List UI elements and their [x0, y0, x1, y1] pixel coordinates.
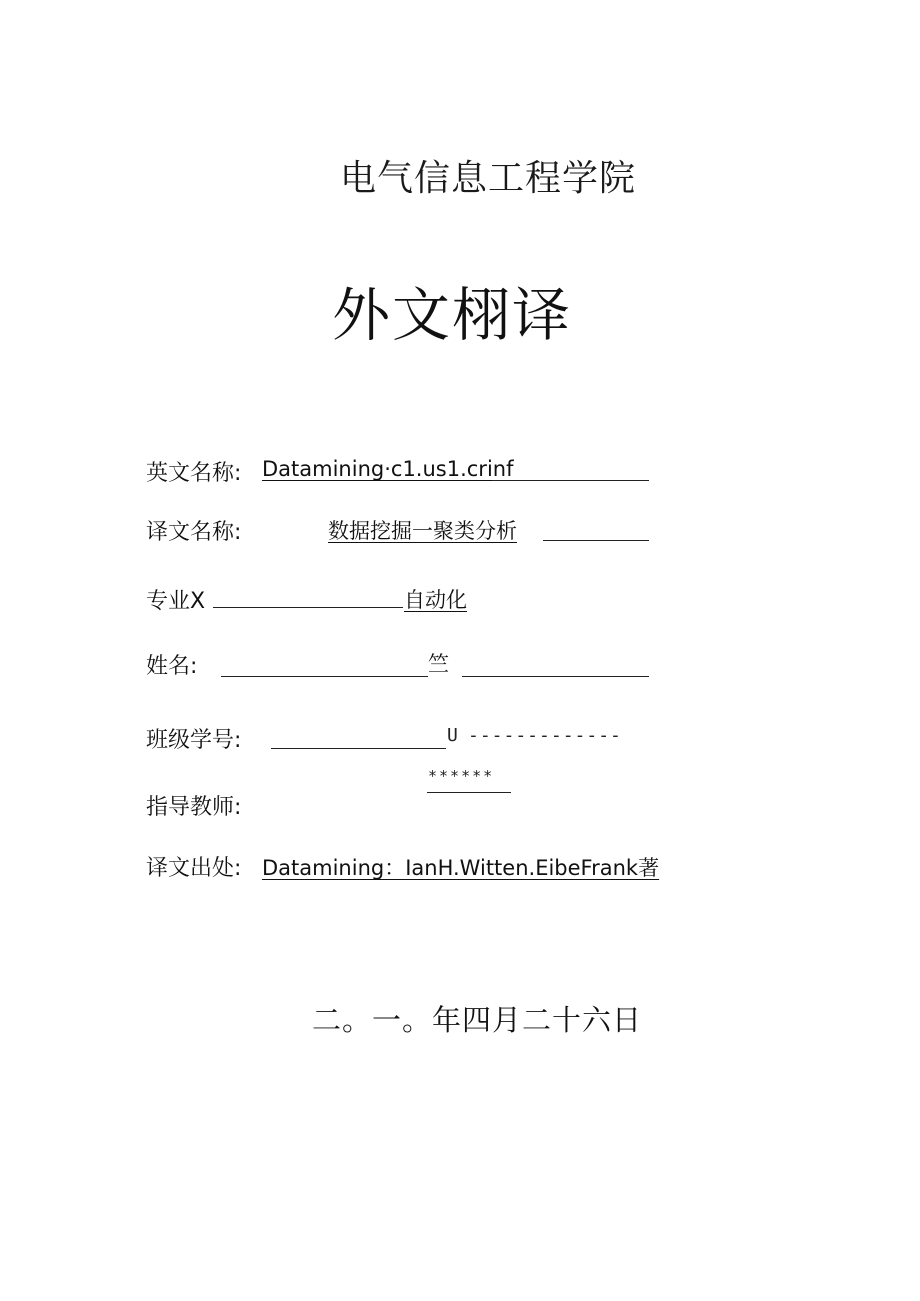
class-id-label: 班级学号:: [146, 728, 242, 753]
name-value: 竺: [428, 652, 449, 676]
chinese-name-value: 数据挖掘一聚类分析: [328, 519, 517, 543]
english-name-underline: [492, 480, 649, 481]
class-id-stars-underline: [427, 792, 511, 793]
chinese-name-underline: [543, 540, 649, 541]
class-id-dashes: -------------: [468, 725, 622, 746]
english-name-label: 英文名称:: [146, 461, 242, 486]
advisor-label: 指导教师:: [146, 795, 242, 820]
source-value: Datamining：IanH.Witten.EibeFrank著: [262, 856, 660, 880]
name-label: 姓名:: [146, 654, 198, 679]
major-underline: [213, 607, 403, 608]
major-label: 专业X: [146, 589, 206, 614]
name-underline-right: [462, 676, 649, 677]
name-underline-left: [221, 676, 428, 677]
english-name-value: Datamining·c1.us1.crinf: [262, 457, 514, 481]
college-name: 电气信息工程学院: [339, 158, 636, 199]
class-id-underline: [271, 748, 446, 749]
submission-date: 二。一。年四月二十六日: [311, 1003, 642, 1037]
class-id-stars: ******: [428, 767, 495, 785]
major-value: 自动化: [404, 588, 467, 612]
source-label: 译文出处:: [146, 856, 242, 881]
document-title: 外文栩译: [331, 281, 572, 349]
chinese-name-label: 译文名称:: [146, 520, 242, 545]
class-id-value: U: [447, 725, 459, 746]
